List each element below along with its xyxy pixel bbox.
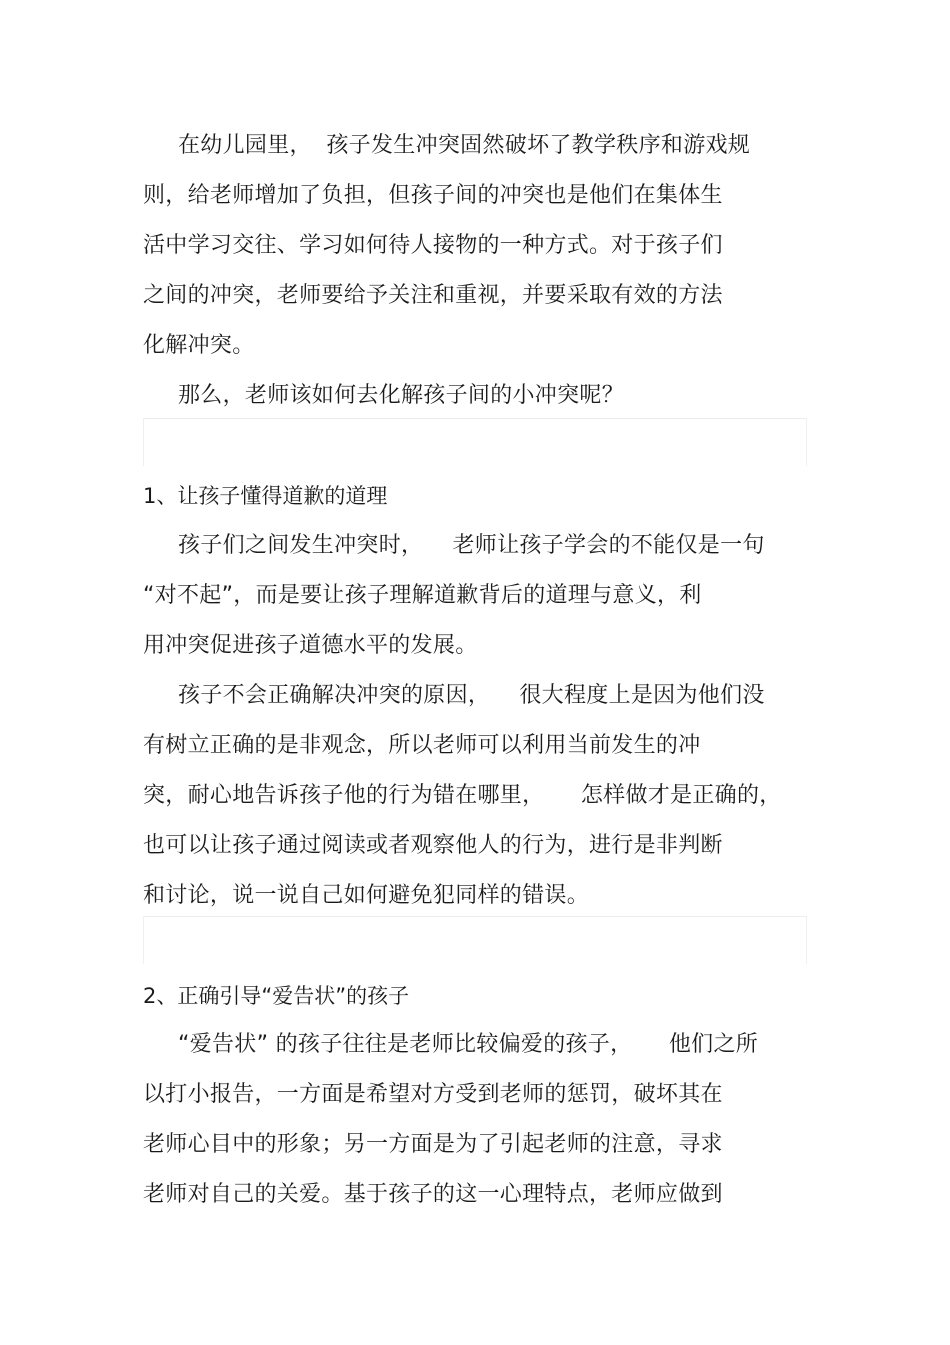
section2-heading: 2、正确引导“爱告状”的孩子 [143,984,410,1008]
section1-p1-line-2: “对不起”，而是要让孩子理解道歉背后的道理与意义，利 [143,583,702,608]
section1-p2-line-2: 有树立正确的是非观念，所以老师可以利用当前发生的冲 [143,733,701,758]
section2-p1-line-1: “爱告状” 的孩子往往是老师比较偏爱的孩子， 他们之所 [178,1032,759,1057]
section1-p1-line-1: 孩子们之间发生冲突时， 老师让孩子学会的不能仅是一句 [178,533,765,558]
section2-p1-line-3: 老师心目中的形象；另一方面是为了引起老师的注意，寻求 [143,1132,723,1157]
intro-p1-line-5: 化解冲突。 [143,333,255,358]
intro-p2: 那么，老师该如何去化解孩子间的小冲突呢？ [178,383,625,408]
intro-p1-line-1: 在幼儿园里， 孩子发生冲突固然破坏了教学秩序和游戏规 [178,133,751,158]
section1-p2-line-5: 和讨论，说一说自己如何避免犯同样的错误。 [143,883,590,908]
section-divider-2 [143,916,807,964]
section1-p2-line-1: 孩子不会正确解决冲突的原因， 很大程度上是因为他们没 [178,683,765,708]
section1-heading: 1、让孩子懂得道歉的道理 [143,484,388,508]
section2-p1-line-2: 以打小报告，一方面是希望对方受到老师的惩罚，破坏其在 [143,1082,723,1107]
section1-p2-line-3: 突，耐心地告诉孩子他的行为错在哪里， 怎样做才是正确的， [143,783,782,808]
section1-p2-line-4: 也可以让孩子通过阅读或者观察他人的行为，进行是非判断 [143,833,723,858]
section2-p1-line-4: 老师对自己的关爱。基于孩子的这一心理特点，老师应做到 [143,1182,723,1207]
intro-p1-line-2: 则，给老师增加了负担，但孩子间的冲突也是他们在集体生 [143,183,723,208]
section1-p1-line-3: 用冲突促进孩子道德水平的发展。 [143,633,478,658]
intro-p1-line-3: 活中学习交往、学习如何待人接物的一种方式。对于孩子们 [143,233,723,258]
intro-p1-line-4: 之间的冲突，老师要给予关注和重视，并要采取有效的方法 [143,283,723,308]
section-divider-1 [143,418,807,466]
